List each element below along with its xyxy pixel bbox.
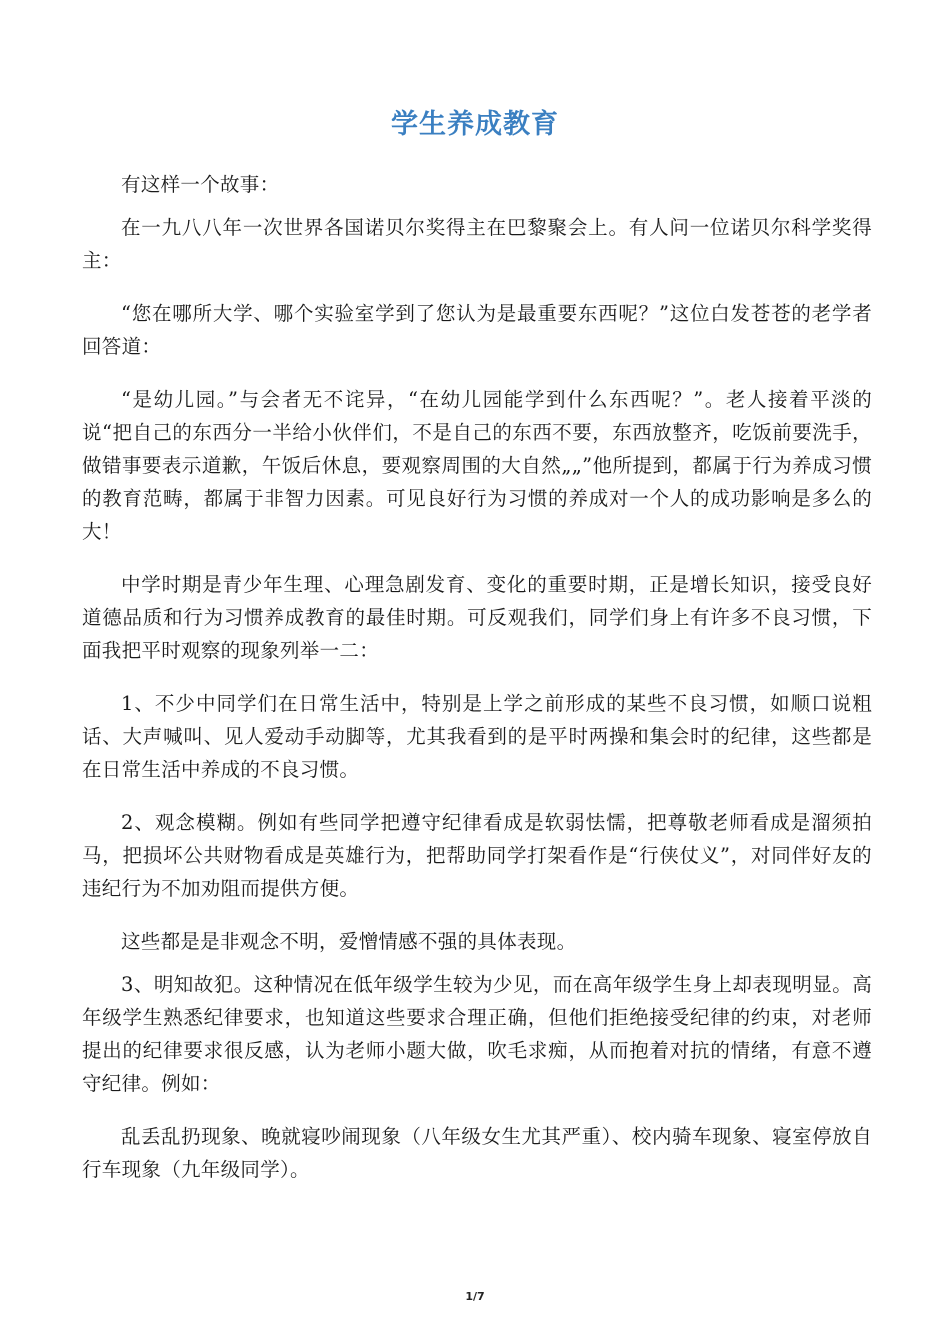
paragraph-question: “您在哪所大学、哪个实验室学到了您认为是最重要东西呢？”这位白发苍苍的老学者回答道：: [82, 302, 872, 358]
page-title: 学生养成教育: [391, 109, 559, 140]
page-number: 1/7: [465, 1290, 485, 1303]
paragraph-point-3: 3、明知故犯。这种情况在低年级学生较为少见，而在高年级学生身上却表现明显。高年级学生熟悉纪律要求，也知道这些要求合理正确，但他们拒绝接受纪律的约束，对老师提出的纪律要求很反感，认为老师小题大做，吹毛求痴，从而抱着对抗的情绪，有意不遵守纪律。例如：: [82, 973, 872, 1095]
paragraph-point-2: 2、观念模糊。例如有些同学把遵守纪律看成是软弱怯懦，把尊敬老师看成是溜须拍马，把损坏公共财物看成是英雄行为，把帮助同学打架看作是“行侠仗义”，对同伴好友的违纪行为不加劝阻而提供方便。: [82, 811, 872, 900]
paragraph-summary: 这些都是是非观念不明，爱憎情感不强的具体表现。: [121, 930, 577, 953]
paragraph-kindergarten-answer: “是幼儿园。”与会者无不诧异，“在幼儿园能学到什么东西呢？”。老人接着平淡的说“把自己的东西分一半给小伙伴们，不是自己的东西不要，东西放整齐，吃饭前要洗手，做错事要表示道歉，午饭后休息，要观察周围的大自然„„”他所提到，都属于行为养成习惯的教育范畴，都属于非智力因素。可见良好行为习惯的养成对一个人的成功影响是多么的大！: [82, 388, 872, 543]
paragraph-nobel-gathering: 在一九八八年一次世界各国诺贝尔奖得主在巴黎聚会上。有人问一位诺贝尔科学奖得主：: [82, 216, 872, 272]
paragraph-story-intro: 有这样一个故事：: [121, 173, 280, 196]
paragraph-middle-school: 中学时期是青少年生理、心理急剧发育、变化的重要时期，正是增长知识，接受良好道德品质和行为习惯养成教育的最佳时期。可反观我们，同学们身上有许多不良习惯，下面我把平时观察的现象列举一二：: [82, 573, 872, 662]
paragraph-point-1: 1、不少中同学们在日常生活中，特别是上学之前形成的某些不良习惯，如顺口说粗话、大声喊叫、见人爱动手动脚等，尤其我看到的是平时两操和集会时的纪律，这些都是在日常生活中养成的不良习惯。: [82, 692, 872, 781]
document-body: [82, 168, 872, 1206]
paragraph-examples: 乱丢乱扔现象、晚就寝吵闹现象（八年级女生尤其严重）、校内骑车现象、寝室停放自行车现象（九年级同学）。: [82, 1125, 872, 1181]
